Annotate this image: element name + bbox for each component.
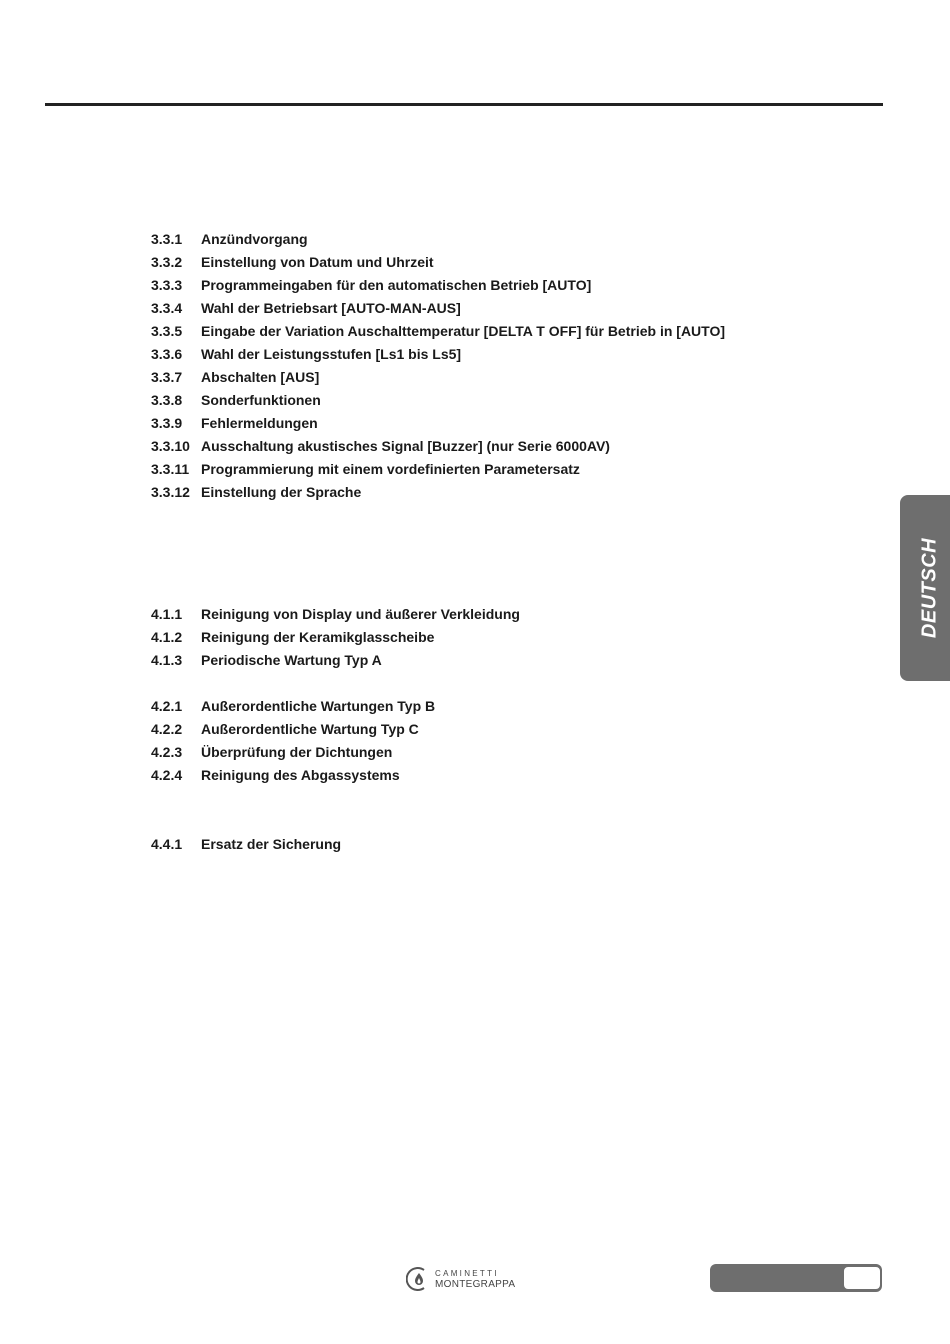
toc-entry[interactable] — [151, 228, 725, 251]
toc-entry[interactable] — [151, 412, 725, 435]
toc-title: Fehlermeldungen — [201, 415, 318, 431]
toc-number: 3.3.7 — [151, 369, 183, 385]
logo-line-2: MONTEGRAPPA — [435, 1279, 516, 1290]
toc-entry[interactable] — [151, 389, 725, 412]
toc-entry[interactable] — [151, 626, 520, 649]
toc-number: 3.3.3 — [151, 277, 183, 293]
toc-number: 3.3.1 — [151, 231, 183, 247]
toc-title: Anzündvorgang — [201, 231, 308, 247]
toc-entry[interactable] — [151, 764, 435, 787]
toc-title: Reinigung der Keramikglasscheibe — [201, 629, 435, 645]
toc-number: 4.1.2 — [151, 629, 183, 645]
toc-number: 4.2.1 — [151, 698, 183, 714]
toc-title: Programmeingaben für den automatischen Betrieb [AUTO] — [201, 277, 592, 293]
toc-section-4-1 — [151, 603, 520, 672]
toc-entry[interactable] — [151, 481, 725, 504]
toc-entry[interactable] — [151, 458, 725, 481]
brand-logo — [406, 1264, 526, 1294]
toc-section-4-2 — [151, 695, 435, 787]
toc-number: 3.3.11 — [151, 461, 190, 477]
toc-title: Außerordentliche Wartung Typ C — [201, 721, 419, 737]
toc-title: Sonderfunktionen — [201, 392, 321, 408]
toc-number: 4.2.2 — [151, 721, 183, 737]
header-rule — [45, 103, 883, 106]
toc-number: 4.2.3 — [151, 744, 183, 760]
toc-title: Eingabe der Variation Auschalttemperatur [DELTA T OFF] für Betrieb in [AUTO] — [201, 323, 726, 339]
toc-entry[interactable] — [151, 695, 435, 718]
toc-title: Periodische Wartung Typ A — [201, 652, 382, 668]
toc-entry[interactable] — [151, 718, 435, 741]
toc-entry[interactable] — [151, 251, 725, 274]
toc-entry[interactable] — [151, 741, 435, 764]
toc-number: 3.3.6 — [151, 346, 183, 362]
toc-entry[interactable] — [151, 366, 725, 389]
toc-title: Überprüfung der Dichtungen — [201, 744, 393, 760]
toc-number: 3.3.4 — [151, 300, 183, 316]
toc-title: Außerordentliche Wartungen Typ B — [201, 698, 436, 714]
page-number-cell — [843, 1266, 881, 1290]
toc-number: 4.4.1 — [151, 836, 183, 852]
toc-entry[interactable] — [151, 649, 520, 672]
toc-entry[interactable] — [151, 320, 725, 343]
toc-number: 4.2.4 — [151, 767, 183, 783]
toc-title: Reinigung des Abgassystems — [201, 767, 400, 783]
language-tab-label: DEUTSCH — [918, 537, 941, 639]
toc-title: Ausschaltung akustisches Signal [Buzzer] (nur Serie 6000AV) — [201, 438, 610, 454]
toc-title: Wahl der Betriebsart [AUTO-MAN-AUS] — [201, 300, 461, 316]
toc-number: 4.1.1 — [151, 606, 183, 622]
page-number-box — [710, 1264, 882, 1292]
language-tab — [900, 495, 950, 681]
toc-number: 3.3.10 — [151, 438, 190, 454]
toc-entry[interactable] — [151, 343, 725, 366]
toc-number: 3.3.5 — [151, 323, 183, 339]
toc-number: 3.3.8 — [151, 392, 183, 408]
toc-number: 3.3.2 — [151, 254, 183, 270]
toc-number: 3.3.9 — [151, 415, 183, 431]
toc-title: Wahl der Leistungsstufen [Ls1 bis Ls5] — [201, 346, 462, 362]
logo-line-1: CAMINETTI — [435, 1269, 499, 1278]
toc-number: 4.1.3 — [151, 652, 183, 668]
toc-section-3-3 — [151, 228, 725, 504]
toc-number: 3.3.12 — [151, 484, 190, 500]
toc-entry[interactable] — [151, 435, 725, 458]
toc-title: Einstellung von Datum und Uhrzeit — [201, 254, 434, 270]
toc-entry[interactable] — [151, 603, 520, 626]
toc-entry[interactable] — [151, 297, 725, 320]
toc-entry[interactable] — [151, 274, 725, 297]
flame-drop-logo-icon — [406, 1266, 432, 1292]
toc-title: Programmierung mit einem vordefinierten Parametersatz — [201, 461, 580, 477]
toc-title: Ersatz der Sicherung — [201, 836, 342, 852]
toc-section-4-4 — [151, 833, 341, 856]
toc-entry[interactable] — [151, 833, 341, 856]
toc-title: Reinigung von Display und äußerer Verkleidung — [201, 606, 520, 622]
toc-title: Abschalten [AUS] — [201, 369, 320, 385]
toc-title: Einstellung der Sprache — [201, 484, 362, 500]
